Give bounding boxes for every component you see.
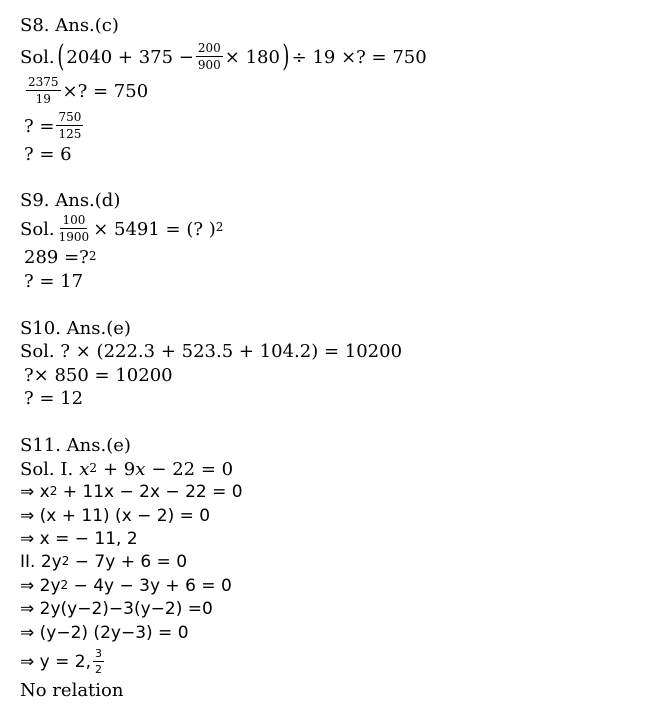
s11-solution-line-1: Sol. I. x $^2$ + 9 x − 22 = 0: [20, 459, 234, 480]
s11-expr-line2-a: ⇒ x: [20, 482, 50, 502]
s11-fraction-roots-num: 3: [94, 647, 102, 660]
s8-open-paren: (: [57, 39, 65, 74]
s11-var-x: x: [79, 459, 90, 480]
s9-fraction-1-num: 100: [62, 213, 86, 227]
s11-var-x-2: x: [135, 459, 146, 480]
s10-solution-line-1: [20, 340, 402, 363]
s9-expr-line1: × 5491 = (? ): [93, 218, 216, 240]
s9-answer-text: S9. Ans.(d): [20, 190, 121, 211]
s8-fraction-1-num: 200: [197, 41, 221, 55]
s11-answer-text: S11. Ans.(e): [20, 435, 131, 456]
s9-result: ? = 17: [24, 271, 84, 292]
s11-expr-line6-b: − 4y − 3y + 6 = 0: [68, 576, 232, 596]
s10-solution-line-2: [24, 364, 173, 387]
s8-expr-a: 2040 + 375 −: [66, 46, 194, 68]
s11-expr-b: + 9: [103, 459, 136, 480]
s11-solution-line-7: [20, 598, 213, 621]
s8-expr-line3: ? =: [24, 115, 55, 137]
s10-answer-text: S10. Ans.(e): [20, 318, 131, 339]
s9-fraction-1: [57, 214, 92, 244]
s8-expr-b: × 180: [224, 46, 280, 68]
s8-solution-line-2: [24, 76, 148, 106]
s11-expr-line8: ⇒ (y−2) (2y−3) = 0: [20, 623, 189, 643]
s11-solution-line-2: ⇒ x $^2$ + 11x − 2x − 22 = 0: [20, 482, 243, 502]
s8-fraction-2: [26, 76, 61, 106]
s11-solution-line-5: II. 2y $^2$ − 7y + 6 = 0: [20, 552, 188, 572]
s8-answer-text: S8. Ans.(c): [20, 15, 119, 36]
s8-close-paren: ): [282, 39, 290, 74]
s11-fraction-roots: [93, 648, 104, 676]
s10-answer-heading: [20, 317, 131, 340]
s11-sol-prefix: Sol. I.: [20, 459, 74, 480]
s11-expr-c: − 22 = 0: [151, 459, 234, 480]
s8-fraction-1-den: 900: [197, 58, 221, 72]
s11-fraction-roots-den: 2: [94, 663, 102, 676]
s8-answer-heading: [20, 14, 119, 37]
s11-roots-y: ⇒ y = 2,: [20, 651, 91, 672]
s11-solution-line-8: [20, 622, 189, 645]
s11-roots-x: ⇒ x = − 11, 2: [20, 529, 138, 549]
s10-expr-line2: ?× 850 = 10200: [24, 365, 173, 386]
s8-solution-line-1: [20, 39, 427, 74]
s8-expr-c: ÷ 19 ×? = 750: [291, 46, 427, 68]
s9-solution-line-3: [24, 270, 83, 293]
s11-solution-line-3: [20, 505, 210, 528]
s8-result: ? = 6: [24, 144, 72, 165]
s8-fraction-1: [196, 42, 223, 72]
s11-expr-line5-a: II. 2y: [20, 552, 62, 572]
s8-solution-line-3: [24, 111, 85, 141]
s9-solution-line-1: Sol. $\frac{100}{1900}$ × 5491 = (? ) $^2$: [20, 213, 224, 244]
s11-solution-line-9: [20, 646, 106, 678]
s10-expr-line1: Sol. ? × (222.3 + 523.5 + 104.2) = 10200: [20, 341, 403, 362]
s10-result: ? = 12: [24, 388, 84, 409]
s11-expr-line7: ⇒ 2y(y−2)−3(y−2) =0: [20, 599, 213, 619]
s8-fraction-3-num: 750: [58, 110, 82, 124]
s11-expr-line5-b: − 7y + 6 = 0: [69, 552, 188, 572]
s9-sol-prefix: Sol.: [20, 218, 55, 240]
s9-fraction-1-den: 1900: [58, 230, 90, 244]
s10-solution-line-3: [24, 387, 83, 410]
s8-fraction-3: [56, 111, 83, 141]
s11-expr-line6-a: ⇒ 2y: [20, 576, 61, 596]
s8-solution-line-4: [24, 143, 72, 166]
s11-conclusion: [20, 679, 123, 702]
s11-conclusion-text: No relation: [20, 680, 124, 701]
s8-fraction-2-num: 2375: [28, 75, 59, 89]
s11-answer-heading: [20, 434, 131, 457]
s9-expr-line2: 289 =?: [24, 247, 89, 268]
s8-sol-prefix: Sol.: [20, 46, 55, 68]
s9-solution-line-2: 289 =? $^2$: [24, 247, 97, 268]
s11-expr-line2-b: + 11x − 2x − 22 = 0: [57, 482, 243, 502]
s9-answer-heading: [20, 189, 120, 212]
s8-fraction-2-den: 19: [35, 92, 51, 106]
s11-solution-line-4: [20, 528, 138, 551]
s8-expr-line2: ×? = 750: [62, 80, 149, 102]
s8-fraction-3-den: 125: [58, 127, 82, 141]
s11-solution-line-6: ⇒ 2y $^2$ − 4y − 3y + 6 = 0: [20, 576, 232, 596]
s11-expr-line3: ⇒ (x + 11) (x − 2) = 0: [20, 506, 211, 526]
